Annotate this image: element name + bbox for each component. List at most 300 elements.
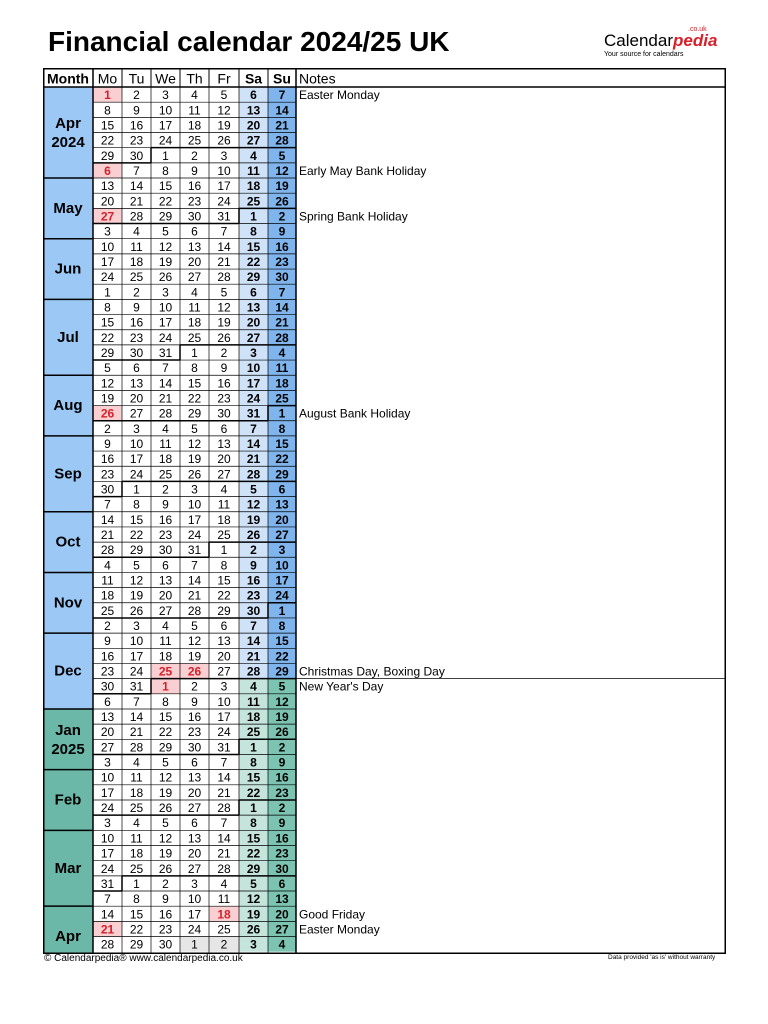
day-number: 3: [162, 285, 169, 300]
day-number: 23: [217, 391, 231, 406]
day-number: 14: [275, 300, 289, 315]
day-number: 2: [278, 209, 286, 224]
day-number: 11: [130, 770, 143, 785]
day-number: 10: [158, 300, 173, 315]
day-number: 28: [275, 330, 289, 345]
day-number: 14: [217, 239, 231, 254]
day-number: 12: [246, 497, 261, 512]
day-number: 26: [187, 467, 202, 482]
day-number: 16: [187, 179, 202, 194]
holiday-note: Easter Monday: [299, 88, 380, 103]
day-number: 7: [220, 755, 228, 770]
day-number: 22: [246, 846, 261, 861]
holiday-day: 18: [217, 907, 231, 922]
day-number: 12: [158, 770, 173, 785]
day-number: 19: [158, 254, 173, 269]
month-label: Jul: [57, 328, 79, 346]
calendar-table: [43, 68, 726, 954]
day-number: 26: [217, 330, 231, 345]
day-number: 4: [191, 285, 198, 300]
day-number: 30: [129, 345, 144, 360]
day-number: 18: [275, 376, 289, 391]
holiday-day: 1: [162, 679, 169, 694]
day-number: 18: [129, 254, 144, 269]
day-number: 25: [217, 922, 231, 937]
day-number: 14: [129, 710, 144, 725]
day-number: 6: [191, 755, 198, 770]
month-label: Nov: [53, 594, 83, 612]
day-number: 10: [129, 436, 144, 451]
month-label: Dec: [54, 662, 82, 680]
day-number: 2: [133, 285, 140, 300]
day-number: 19: [158, 785, 173, 800]
header-sa: Sa: [244, 70, 263, 87]
day-number: 29: [129, 937, 144, 952]
day-number: 1: [162, 148, 169, 163]
day-number: 15: [100, 315, 115, 330]
day-number: 8: [278, 619, 286, 634]
day-number: 29: [246, 861, 261, 876]
day-number: 16: [158, 907, 173, 922]
day-number: 29: [100, 148, 115, 163]
day-number: 13: [275, 892, 289, 907]
day-number: 1: [133, 876, 140, 891]
day-number: 1: [250, 209, 257, 224]
day-number: 23: [100, 664, 115, 679]
day-number: 26: [217, 133, 231, 148]
day-number: 27: [217, 467, 231, 482]
holiday-note: Early May Bank Holiday: [299, 163, 427, 178]
day-number: 31: [217, 740, 231, 755]
day-number: 19: [275, 710, 289, 725]
day-number: 22: [158, 725, 173, 740]
day-number: 22: [158, 194, 173, 209]
day-number: 7: [133, 163, 140, 178]
day-number: 22: [275, 649, 289, 664]
day-number: 21: [100, 528, 115, 543]
day-number: 13: [275, 497, 289, 512]
day-number: 8: [191, 361, 198, 376]
month-label: Sep: [54, 465, 82, 483]
day-number: 31: [217, 209, 231, 224]
day-number: 10: [187, 892, 202, 907]
day-number: 3: [220, 148, 228, 163]
day-number: 9: [133, 103, 140, 118]
month-label: Apr: [55, 115, 81, 133]
holiday-note: New Year's Day: [299, 679, 384, 694]
day-number: 19: [275, 179, 289, 194]
day-number: 30: [187, 740, 202, 755]
day-number: 19: [187, 649, 202, 664]
day-number: 27: [275, 922, 289, 937]
day-number: 27: [187, 801, 202, 816]
day-number: 30: [275, 861, 289, 876]
day-number: 26: [158, 270, 173, 285]
day-number: 17: [100, 846, 115, 861]
day-number: 12: [246, 892, 261, 907]
day-number: 8: [278, 421, 286, 436]
day-number: 11: [130, 239, 143, 254]
day-number: 5: [278, 679, 286, 694]
holiday-day: 25: [158, 664, 173, 679]
day-number: 27: [217, 664, 231, 679]
day-number: 13: [246, 103, 261, 118]
day-number: 18: [129, 846, 144, 861]
day-number: 17: [129, 452, 144, 467]
logo-wordmark: [604, 32, 728, 50]
day-number: 27: [100, 740, 115, 755]
logo-brand-main: Calendar: [604, 31, 673, 50]
day-number: 25: [129, 861, 144, 876]
day-number: 11: [159, 634, 172, 649]
day-number: 31: [187, 543, 202, 558]
day-number: 5: [250, 876, 257, 891]
day-number: 28: [100, 543, 115, 558]
day-number: 9: [104, 436, 111, 451]
day-number: 18: [158, 452, 173, 467]
holiday-note: Christmas Day, Boxing Day: [299, 664, 445, 679]
day-number: 9: [162, 497, 169, 512]
day-number: 23: [100, 467, 115, 482]
day-number: 13: [187, 239, 202, 254]
day-number: 10: [246, 361, 261, 376]
day-number: 18: [100, 588, 115, 603]
day-number: 23: [158, 528, 173, 543]
day-number: 25: [158, 467, 173, 482]
day-number: 24: [158, 330, 173, 345]
day-number: 3: [250, 937, 257, 952]
day-number: 25: [246, 194, 261, 209]
day-number: 17: [187, 907, 202, 922]
day-number: 28: [246, 467, 261, 482]
day-number: 31: [246, 406, 261, 421]
day-number: 16: [158, 512, 173, 527]
day-number: 30: [100, 482, 115, 497]
day-number: 25: [100, 603, 115, 618]
day-number: 25: [129, 801, 144, 816]
day-number: 11: [247, 163, 260, 178]
day-number: 14: [100, 907, 115, 922]
day-number: 20: [187, 785, 202, 800]
logo-domain-suffix: .co.uk: [688, 26, 707, 33]
month-label: Oct: [55, 533, 81, 551]
day-number: 15: [275, 436, 289, 451]
day-number: 2: [191, 679, 198, 694]
day-number: 27: [158, 603, 173, 618]
day-number: 23: [246, 588, 261, 603]
day-number: 4: [191, 88, 198, 103]
day-number: 6: [278, 482, 286, 497]
day-number: 22: [217, 588, 231, 603]
day-number: 28: [217, 801, 231, 816]
day-number: 17: [129, 649, 144, 664]
day-number: 3: [278, 543, 286, 558]
day-number: 16: [187, 710, 202, 725]
day-number: 21: [129, 725, 144, 740]
day-number: 15: [246, 239, 261, 254]
holiday-day: 27: [100, 209, 115, 224]
month-year-label: 2024: [51, 134, 85, 152]
grid-background: [43, 68, 726, 954]
day-number: 14: [275, 103, 289, 118]
day-number: 10: [100, 770, 115, 785]
day-number: 9: [220, 361, 228, 376]
day-number: 19: [129, 588, 144, 603]
day-number: 8: [250, 224, 257, 239]
day-number: 13: [100, 710, 115, 725]
day-number: 24: [187, 922, 202, 937]
day-number: 8: [220, 558, 228, 573]
day-number: 28: [158, 406, 173, 421]
day-number: 20: [100, 194, 115, 209]
day-number: 22: [246, 785, 261, 800]
day-number: 10: [158, 103, 173, 118]
day-number: 2: [220, 345, 228, 360]
day-number: 5: [162, 224, 169, 239]
day-number: 5: [220, 285, 228, 300]
day-number: 23: [275, 254, 289, 269]
day-number: 13: [217, 634, 231, 649]
day-number: 17: [187, 512, 202, 527]
day-number: 14: [217, 831, 231, 846]
day-number: 7: [104, 497, 111, 512]
holiday-note: Spring Bank Holiday: [299, 209, 408, 224]
day-number: 3: [133, 619, 140, 634]
holiday-note: August Bank Holiday: [299, 406, 411, 421]
day-number: 14: [158, 376, 173, 391]
day-number: 16: [217, 376, 231, 391]
day-number: 16: [275, 831, 289, 846]
day-number: 24: [100, 270, 115, 285]
day-number: 24: [158, 133, 173, 148]
day-number: 12: [129, 573, 144, 588]
holiday-day: 6: [104, 163, 111, 178]
day-number: 2: [220, 937, 228, 952]
day-number: 27: [129, 406, 144, 421]
day-number: 30: [275, 270, 289, 285]
header-tu: Tu: [128, 70, 145, 87]
day-number: 1: [191, 345, 198, 360]
header-notes: Notes: [299, 70, 336, 87]
day-number: 20: [275, 512, 289, 527]
day-number: 28: [217, 270, 231, 285]
day-number: 28: [275, 133, 289, 148]
day-number: 11: [217, 892, 231, 907]
day-number: 12: [158, 239, 173, 254]
day-number: 6: [220, 619, 228, 634]
month-cell: [43, 87, 93, 178]
day-number: 16: [246, 573, 261, 588]
day-number: 3: [104, 755, 111, 770]
holiday-day: 26: [187, 664, 202, 679]
day-number: 18: [217, 512, 231, 527]
day-number: 30: [187, 209, 202, 224]
holiday-note: Good Friday: [299, 907, 366, 922]
day-number: 3: [220, 679, 228, 694]
day-number: 28: [187, 603, 202, 618]
day-number: 21: [246, 452, 261, 467]
day-number: 22: [187, 391, 202, 406]
day-number: 6: [162, 558, 169, 573]
day-number: 21: [217, 846, 231, 861]
day-number: 13: [158, 573, 173, 588]
day-number: 10: [100, 831, 115, 846]
day-number: 9: [278, 224, 286, 239]
day-number: 9: [250, 558, 257, 573]
day-number: 27: [275, 528, 289, 543]
day-number: 10: [129, 634, 144, 649]
day-number: 11: [275, 361, 289, 376]
day-number: 14: [100, 512, 115, 527]
day-number: 12: [187, 436, 202, 451]
day-number: 26: [275, 725, 289, 740]
day-number: 2: [250, 543, 257, 558]
day-number: 4: [220, 876, 228, 891]
day-number: 15: [246, 831, 261, 846]
day-number: 28: [246, 664, 261, 679]
day-number: 2: [278, 740, 286, 755]
day-number: 2: [278, 801, 286, 816]
day-number: 13: [217, 436, 231, 451]
calendar-grid: [43, 68, 726, 954]
holiday-day: 21: [100, 922, 115, 937]
day-number: 15: [158, 179, 173, 194]
day-number: 15: [158, 710, 173, 725]
day-number: 24: [217, 194, 231, 209]
day-number: 3: [104, 224, 111, 239]
day-number: 29: [275, 664, 289, 679]
day-number: 26: [129, 603, 144, 618]
day-number: 19: [246, 512, 261, 527]
day-number: 2: [162, 482, 169, 497]
day-number: 30: [100, 679, 115, 694]
day-number: 10: [217, 163, 231, 178]
day-number: 27: [187, 270, 202, 285]
day-number: 25: [217, 528, 231, 543]
day-number: 18: [158, 649, 173, 664]
day-number: 20: [129, 391, 144, 406]
day-number: 19: [158, 846, 173, 861]
day-number: 23: [158, 922, 173, 937]
day-number: 19: [187, 452, 202, 467]
logo-brand-accent: pedia: [673, 31, 718, 50]
day-number: 29: [158, 740, 173, 755]
day-number: 19: [217, 118, 231, 133]
footer-disclaimer: Data provided 'as is' without warranty: [608, 954, 716, 961]
day-number: 22: [275, 452, 289, 467]
day-number: 2: [133, 88, 140, 103]
day-number: 20: [246, 315, 261, 330]
day-number: 29: [100, 345, 115, 360]
day-number: 16: [129, 315, 144, 330]
day-number: 16: [100, 649, 115, 664]
logo-tagline: Your source for calendars: [604, 51, 684, 58]
day-number: 5: [191, 619, 198, 634]
month-cell: [43, 709, 93, 770]
day-number: 16: [275, 770, 289, 785]
day-number: 5: [162, 755, 169, 770]
day-number: 2: [104, 619, 111, 634]
day-number: 6: [250, 285, 257, 300]
day-number: 9: [104, 634, 111, 649]
day-number: 12: [275, 694, 289, 709]
day-number: 6: [104, 694, 111, 709]
day-number: 5: [133, 558, 140, 573]
day-number: 6: [250, 88, 257, 103]
day-number: 6: [191, 224, 198, 239]
day-number: 26: [158, 801, 173, 816]
day-number: 24: [217, 725, 231, 740]
day-number: 15: [129, 512, 144, 527]
day-number: 1: [220, 543, 228, 558]
day-number: 17: [217, 710, 231, 725]
day-number: 12: [100, 376, 115, 391]
day-number: 20: [217, 452, 231, 467]
day-number: 3: [162, 88, 169, 103]
day-number: 3: [250, 345, 257, 360]
day-number: 25: [187, 133, 202, 148]
day-number: 17: [275, 573, 289, 588]
day-number: 20: [217, 649, 231, 664]
footer-copyright: © Calendarpedia® www.calendarpedia.co.uk: [44, 953, 243, 964]
day-number: 1: [191, 937, 198, 952]
day-number: 15: [187, 376, 202, 391]
day-number: 23: [129, 133, 144, 148]
day-number: 19: [100, 391, 115, 406]
day-number: 31: [100, 876, 115, 891]
calendarpedia-logo[interactable]: [604, 26, 728, 58]
day-number: 4: [162, 619, 169, 634]
header-th: Th: [186, 70, 203, 87]
day-number: 19: [217, 315, 231, 330]
day-number: 12: [217, 103, 231, 118]
month-label: Feb: [54, 791, 82, 809]
day-number: 14: [246, 436, 261, 451]
day-number: 22: [129, 528, 144, 543]
day-number: 13: [129, 376, 144, 391]
day-number: 5: [250, 482, 257, 497]
day-number: 4: [133, 224, 140, 239]
day-number: 17: [158, 118, 173, 133]
month-label: Mar: [54, 859, 82, 877]
day-number: 8: [133, 497, 140, 512]
day-number: 31: [158, 345, 173, 360]
day-number: 26: [246, 528, 261, 543]
day-number: 22: [100, 330, 115, 345]
day-number: 12: [187, 634, 202, 649]
day-number: 11: [130, 831, 143, 846]
day-number: 21: [246, 649, 261, 664]
day-number: 27: [187, 861, 202, 876]
day-number: 11: [188, 103, 201, 118]
day-number: 7: [220, 816, 228, 831]
day-number: 9: [278, 755, 286, 770]
day-number: 15: [275, 634, 289, 649]
day-number: 5: [104, 361, 111, 376]
day-number: 21: [217, 785, 231, 800]
day-number: 25: [246, 725, 261, 740]
holiday-note: Easter Monday: [299, 922, 380, 937]
day-number: 2: [162, 876, 169, 891]
day-number: 13: [246, 300, 261, 315]
day-number: 15: [129, 907, 144, 922]
day-number: 20: [275, 907, 289, 922]
day-number: 11: [247, 694, 260, 709]
day-number: 16: [129, 118, 144, 133]
day-number: 6: [220, 421, 228, 436]
day-number: 10: [275, 558, 289, 573]
day-number: 27: [246, 133, 261, 148]
